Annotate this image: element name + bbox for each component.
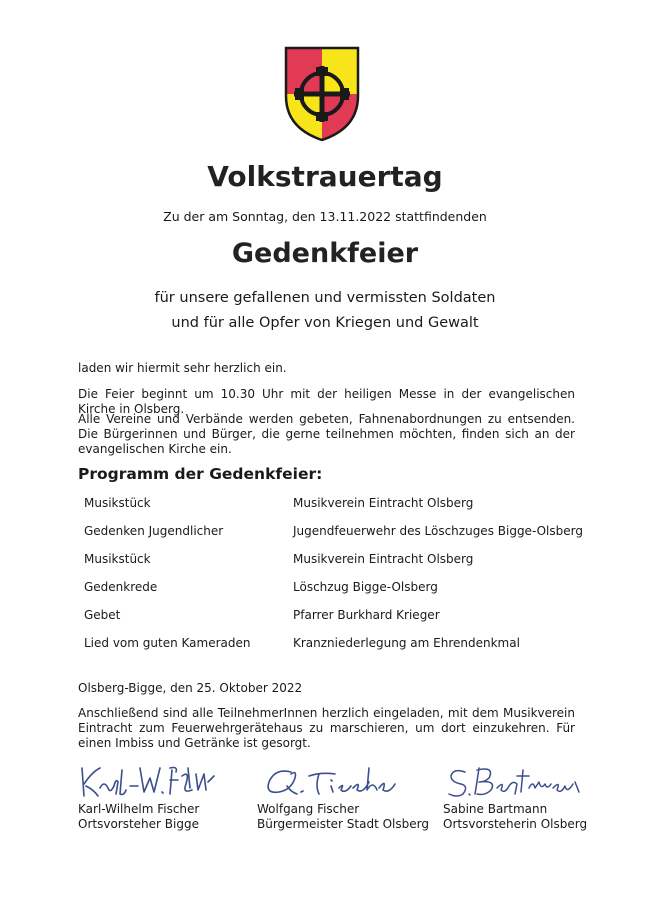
purpose	[0, 286, 650, 336]
program-item: Gebet	[84, 608, 121, 622]
signature-block	[78, 760, 218, 832]
program-list	[84, 496, 584, 664]
purpose-line-1: für unsere gefallenen und vermissten Soldaten	[154, 290, 496, 306]
program-performer: Musikverein Eintracht Olsberg	[293, 552, 474, 566]
page-title: Volkstrauertag	[207, 160, 443, 193]
signer-name: Sabine Bartmann	[443, 802, 548, 816]
signer-name: Wolfgang Fischer	[257, 802, 360, 816]
invitation-text: laden wir hiermit sehr herzlich ein.	[78, 361, 287, 375]
program-item: Musikstück	[84, 496, 151, 510]
signer-name: Karl-Wilhelm Fischer	[78, 802, 200, 816]
program-item: Gedenken Jugendlicher	[84, 524, 224, 538]
program-row	[84, 636, 584, 664]
purpose-line-2: und für alle Opfer von Kriegen und Gewalt	[171, 315, 479, 331]
program-heading: Programm der Gedenkfeier:	[78, 465, 323, 483]
program-item: Musikstück	[84, 552, 151, 566]
signature-block	[443, 760, 587, 832]
program-performer: Kranzniederlegung am Ehrendenkmal	[293, 636, 520, 650]
coat-of-arms-icon	[284, 46, 360, 142]
date-line: Olsberg-Bigge, den 25. Oktober 2022	[78, 681, 303, 695]
coat-of-arms	[284, 46, 360, 142]
handwritten-signature	[78, 760, 218, 802]
signature-block	[257, 760, 429, 832]
associations-text: Alle Vereine und Verbände werden gebeten, Fahnenabordnungen zu entsenden. Die Bürgerinnen und Bürger, die gerne teilnehmen möchten, finden sich an der evangelischen Kirche ein.	[78, 412, 575, 456]
signer-role: Bürgermeister Stadt Olsberg	[257, 817, 429, 831]
program-row	[84, 580, 584, 608]
program-performer: Jugendfeuerwehr des Löschzuges Bigge-Olsberg	[293, 524, 583, 538]
program-row	[84, 496, 584, 524]
program-row	[84, 552, 584, 580]
program-performer: Löschzug Bigge-Olsberg	[293, 580, 438, 594]
handwritten-signature	[443, 760, 587, 802]
signer-role: Ortsvorsteherin Olsberg	[443, 817, 588, 831]
program-row	[84, 608, 584, 636]
signer-role: Ortsvorsteher Bigge	[78, 817, 199, 831]
handwritten-signature	[257, 760, 429, 802]
event-title: Gedenkfeier	[231, 238, 419, 269]
program-row	[84, 524, 584, 552]
afterwards-text: Anschließend sind alle TeilnehmerInnen herzlich eingeladen, mit dem Musikverein Eintracht zum Feuerwehrgerätehaus zu marschieren, um dort einzukehren. Für einen Imbiss und Getränke ist gesorgt.	[78, 706, 575, 750]
program-item: Lied vom guten Kameraden	[84, 636, 251, 650]
subtitle: Zu der am Sonntag, den 13.11.2022 stattfindenden	[163, 209, 487, 224]
program-item: Gedenkrede	[84, 580, 158, 594]
program-performer: Musikverein Eintracht Olsberg	[293, 496, 474, 510]
start-time-text: Die Feier beginnt um 10.30 Uhr mit der heiligen Messe in der evangelischen Kirche in Olsberg.	[78, 387, 575, 416]
program-performer: Pfarrer Burkhard Krieger	[293, 608, 440, 622]
